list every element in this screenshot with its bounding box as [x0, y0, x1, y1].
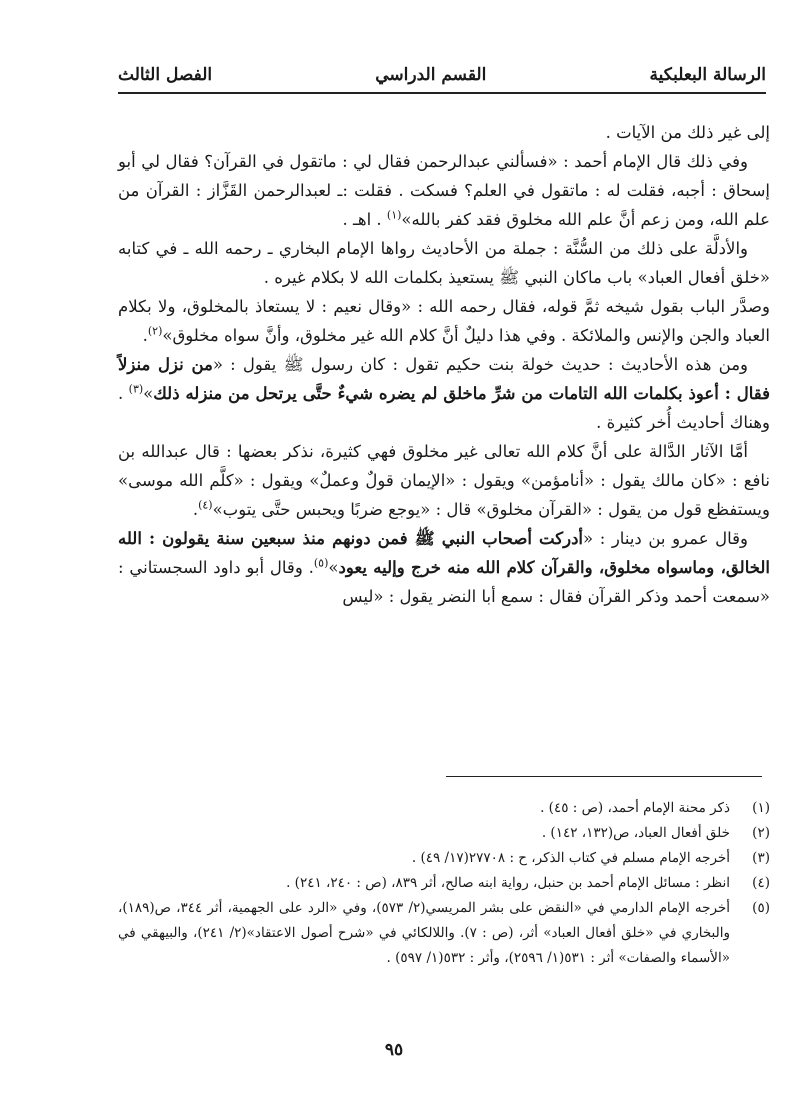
paragraph-7: [118, 524, 770, 611]
footnote-item: [118, 821, 770, 846]
footnote-number: (٤): [752, 875, 770, 891]
footnote-number: (٣): [752, 850, 770, 866]
paragraph-1: [118, 118, 770, 147]
running-header: [118, 58, 766, 94]
header-book-title: الرسالة البعلبكية: [649, 65, 766, 85]
footnote-item: [118, 896, 770, 971]
header-chapter-title: الفصل الثالث: [118, 65, 213, 85]
paragraph-3-text: والأدلَّة على ذلك من السُّنَّة : جملة من الأحاديث رواها الإمام البخاري ـ رحمه الله ـ في كتابه «خلق أفعال العباد» باب ماكان النبي ﷺ يستعيذ بكلمات الله لا بكلام غيره .: [118, 239, 770, 287]
paragraph-5: [118, 350, 770, 437]
footnote-item: [118, 846, 770, 871]
footnote-ref-4[interactable]: (٤): [198, 498, 213, 512]
footnote-number: (١): [752, 800, 770, 816]
paragraph-4-end: .: [142, 326, 148, 345]
footnote-number: (٢): [752, 825, 770, 841]
paragraph-3: [118, 234, 770, 292]
footnote-item: [118, 871, 770, 896]
paragraph-2: [118, 147, 770, 234]
paragraph-6-end: .: [192, 500, 199, 519]
footnote-ref-5[interactable]: (٥): [313, 556, 329, 570]
paragraph-6-text: أمَّا الآثار الدَّالة على أنَّ كلام الله تعالى غير مخلوق فهي كثيرة، نذكر بعضها : قال عبدالله بن نافع : «كان مالك يقول : «أنامؤمن» ويقول : «الإيمان قولٌ وعملٌ» ويقول : «كلَّم الله موسى» ويستفظع قول من يقول : «القرآن مخلوق» قال : «يوجع ضربًا ويحبس حتَّى يتوب»: [118, 442, 770, 519]
paragraph-7-text: وقال عمرو بن دينار : «: [583, 529, 748, 548]
footnote-text: انظر : مسائل الإمام أحمد بن حنبل، رواية ابنه صالح، أثر ٨٣٩، (ص : ٢٤٠، ٢٤١) .: [286, 875, 730, 891]
footnote-ref-1[interactable]: (١): [386, 208, 402, 222]
paragraph-5-end: . وهناك أحاديث أُخر كثيرة .: [118, 384, 770, 432]
page-number: ٩٥: [384, 1040, 404, 1060]
footnote-text: أخرجه الإمام مسلم في كتاب الذكر، ح : ٢٧٧٠٨(١٧/ ٤٩) .: [411, 850, 730, 866]
footnote-text: ذكر محنة الإمام أحمد، (ص : ٤٥) .: [540, 800, 730, 816]
paragraph-4-text: وصدَّر الباب بقول شيخه ثمَّ قوله، فقال رحمه الله : «وقال نعيم : لا يستعاذ بالمخلوق، ولا بكلام العباد والجن والإنس والملائكة . وفي هذا دليلٌ أنَّ كلام الله غير مخلوق، وأنَّ سواه مخلوق»: [118, 297, 770, 345]
main-text: [118, 118, 770, 611]
footnote-number: (٥): [752, 900, 770, 916]
hadith-quote: من نزل منزلاً فقال : أعوذ بكلمات الله التامات من شرِّ ماخلق لم يضره شيءٌ حتَّى يرتحل من منزله ذلك: [118, 355, 770, 403]
footnote-ref-3[interactable]: (٣): [128, 382, 144, 396]
paragraph-7-quote-close: »: [328, 558, 339, 577]
footnote-divider: [446, 776, 762, 777]
athar-quote: أدركت أصحاب النبي ﷺ فمن دونهم منذ سبعين سنة يقولون : الله الخالق، وماسواه مخلوق، والقرآن كلام الله منه خرج وإليه يعود: [118, 529, 770, 577]
footnote-item: [118, 796, 770, 821]
footnote-text: خلق أفعال العباد، ص(١٣٢، ١٤٢) .: [541, 825, 730, 841]
paragraph-4: [118, 292, 770, 350]
footnote-text: أخرجه الإمام الدارمي في «النقض على بشر المريسي(٢/ ٥٧٣)، وفي «الرد على الجهمية، أثر ٣٤٤، ص(١٨٩)، والبخاري في «خلق أفعال العباد» أثر، (ص : ٧). واللالكائي في «شرح أصول الاعتقاد»(٢/ ٢٤١)، والبيهقي في «الأسماء والصفات» أثر : ٥٣١(١/ ٢٥٩٦)، وأثر : ٥٣٢(١/ ٥٩٧) .: [118, 900, 730, 966]
footnotes-section: [118, 796, 770, 971]
paragraph-7-end: . وقال أبو داود السجستاني : «سمعت أحمد وذكر القرآن فقال : سمع أبا النضر يقول : «ليس: [118, 558, 770, 606]
paragraph-1-text: إلى غير ذلك من الآيات .: [605, 123, 770, 142]
paragraph-5-quote-close: »: [143, 384, 154, 403]
paragraph-2-text: وفي ذلك قال الإمام أحمد : «فسألني عبدالرحمن فقال لي : ماتقول في القرآن؟ فقال لي أبو إسحاق : أجبه، فقلت له : ماتقول في العلم؟ فسكت . فقلت :ـ لعبدالرحمن القَزَّاز : القرآن من علم الله، ومن زعم أنَّ علم الله مخلوق فقد كفر بالله»: [118, 152, 770, 229]
header-section-title: القسم الدراسي: [375, 65, 487, 85]
paragraph-2-end: . اهـ .: [342, 210, 387, 229]
paragraph-5-text: ومن هذه الأحاديث : حديث خولة بنت حكيم تقول : كان رسول ﷺ يقول : «: [212, 355, 748, 374]
footnote-ref-2[interactable]: (٢): [147, 324, 163, 338]
paragraph-6: [118, 437, 770, 524]
